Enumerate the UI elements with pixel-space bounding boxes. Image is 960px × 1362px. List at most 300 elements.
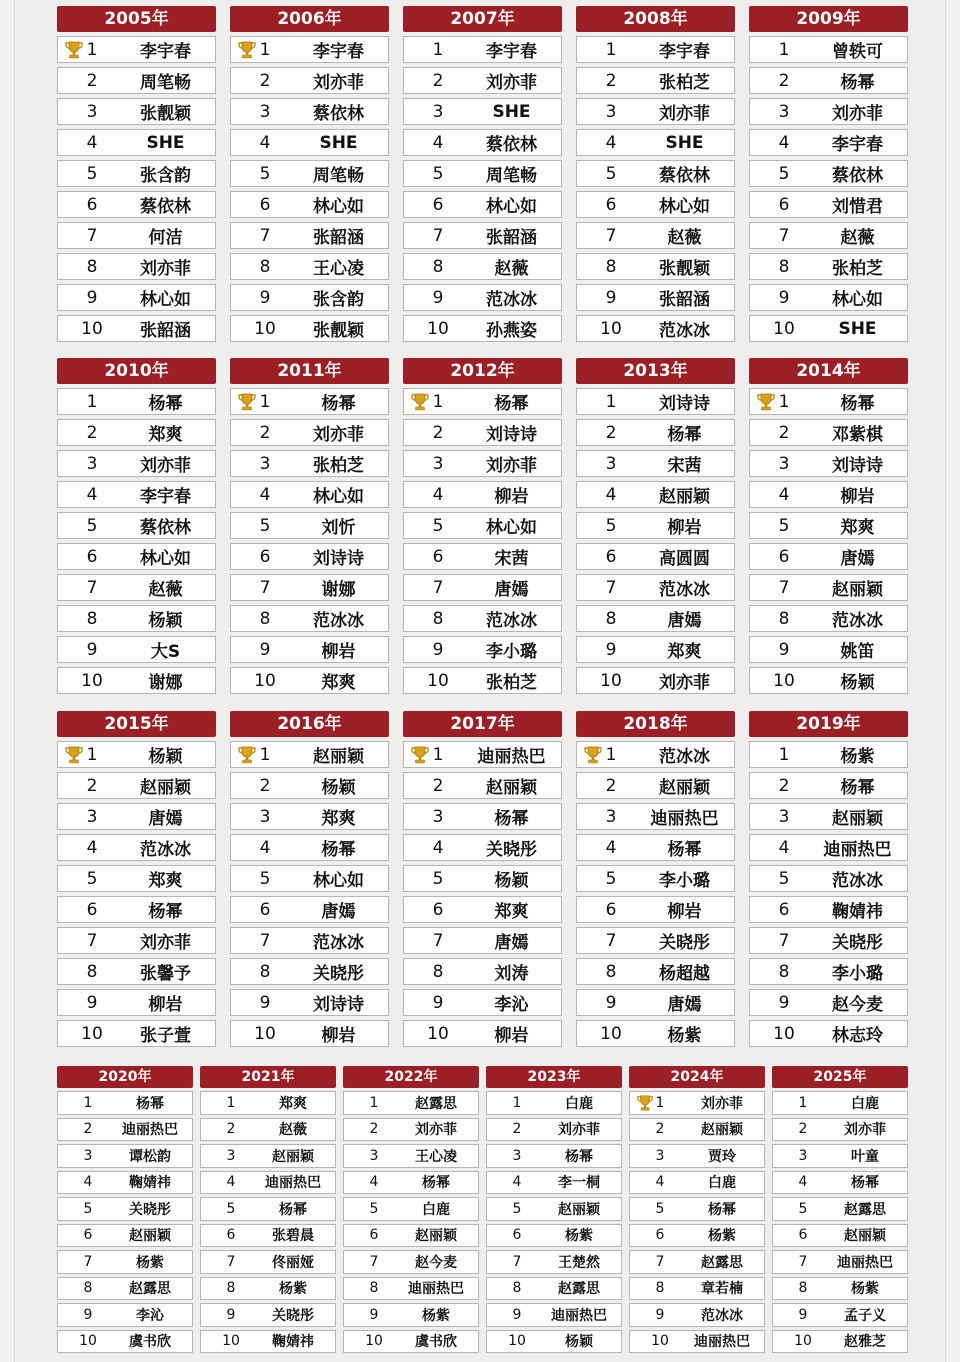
rank-name: 赵丽颖 [272, 1148, 314, 1165]
year-header: 2017年 [403, 711, 562, 737]
rank-row [576, 605, 735, 632]
rank-name: 范冰冰 [701, 1307, 743, 1324]
rank-row [230, 512, 389, 539]
rank-name: 刘惜君 [832, 197, 883, 217]
rank-row [230, 865, 389, 892]
rank-number: 8 [432, 961, 444, 982]
rank-row [749, 481, 908, 508]
rank-number: 4 [432, 837, 444, 858]
rank-number: 7 [605, 577, 617, 598]
rank-row [749, 388, 908, 415]
rank-name: 蔡依林 [486, 135, 537, 155]
rank-row [343, 1303, 479, 1327]
year-header: 2010年 [57, 358, 216, 384]
rank-number: 5 [86, 515, 98, 536]
rank-row [749, 129, 908, 156]
rank-number: 4 [369, 1174, 379, 1191]
rank-row [230, 253, 389, 280]
rank-row [629, 1144, 765, 1168]
rank-row [403, 481, 562, 508]
rank-row [403, 772, 562, 799]
year-header: 2014年 [749, 358, 908, 384]
rank-number: 10 [600, 1023, 622, 1044]
rank-row [57, 803, 216, 830]
rank-name: 章若楠 [701, 1281, 743, 1298]
rank-name: 何洁 [148, 228, 183, 248]
rank-row [57, 1171, 193, 1195]
rank-number: 9 [432, 992, 444, 1013]
rank-row [343, 1250, 479, 1274]
rank-number: 4 [778, 132, 790, 153]
rank-name: 曾轶可 [832, 42, 883, 62]
rank-number: 9 [432, 639, 444, 660]
rank-number: 5 [432, 868, 444, 889]
rank-row [486, 1144, 622, 1168]
rank-name: 杨幂 [494, 809, 529, 829]
rank-name: 范冰冰 [313, 933, 364, 953]
rank-row [749, 989, 908, 1016]
rank-row [749, 1020, 908, 1047]
rank-row [230, 481, 389, 508]
rank-name: 关晓彤 [313, 964, 364, 984]
rank-name: 白鹿 [851, 1095, 879, 1112]
rank-name: 唐嫣 [321, 902, 356, 922]
rank-name: 刘亦菲 [140, 933, 191, 953]
rank-number: 5 [259, 163, 271, 184]
rank-number: 10 [773, 318, 795, 339]
rank-name: 刘诗诗 [832, 456, 883, 476]
rank-name: 李宇春 [313, 42, 364, 62]
rank-number: 2 [86, 775, 98, 796]
rank-row [343, 1091, 479, 1115]
rank-row [486, 1330, 622, 1354]
rank-name: 杨幂 [565, 1148, 593, 1165]
rank-name: 杨幂 [494, 394, 529, 414]
rank-name: 李沁 [494, 995, 529, 1015]
rank-number: 3 [778, 101, 790, 122]
rank-row [576, 450, 735, 477]
year-header: 2020年 [57, 1066, 193, 1088]
rank-number: 1 [778, 39, 790, 60]
rank-name: 郑爽 [667, 642, 702, 662]
rank-row [343, 1277, 479, 1301]
rank-number: 2 [226, 1121, 236, 1138]
rank-number: 2 [86, 422, 98, 443]
rank-name: 赵露思 [701, 1254, 743, 1271]
rank-number: 6 [778, 899, 790, 920]
rank-number: 7 [778, 225, 790, 246]
rank-number: 4 [432, 484, 444, 505]
rank-row [57, 1020, 216, 1047]
rank-name: 赵丽颖 [659, 778, 710, 798]
rank-name: 刘亦菲 [486, 456, 537, 476]
rank-number: 10 [222, 1333, 240, 1350]
rank-name: 刘忻 [321, 518, 356, 538]
year-header: 2019年 [749, 711, 908, 737]
rank-name: 杨幂 [667, 840, 702, 860]
rank-row [57, 450, 216, 477]
rank-name: 赵丽颖 [659, 487, 710, 507]
year-header: 2013年 [576, 358, 735, 384]
rank-name: 杨颖 [565, 1334, 593, 1351]
rank-row [629, 1171, 765, 1195]
rank-row [749, 605, 908, 632]
rank-row [200, 1250, 336, 1274]
rank-row [629, 1250, 765, 1274]
rank-number: 6 [798, 1227, 808, 1244]
rank-name: 关晓彤 [129, 1201, 171, 1218]
year-block [343, 1066, 479, 1353]
rank-name: 赵丽颖 [558, 1201, 600, 1218]
rank-row [749, 636, 908, 663]
rank-name: 赵薇 [494, 259, 529, 279]
rank-row [403, 989, 562, 1016]
rank-row [57, 419, 216, 446]
rank-number: 6 [83, 1227, 93, 1244]
rank-row [629, 1197, 765, 1221]
rank-row [57, 1250, 193, 1274]
rank-name: 关晓彤 [832, 933, 883, 953]
year-header: 2006年 [230, 6, 389, 32]
rank-name: 郑爽 [148, 871, 183, 891]
rank-name: 郑爽 [321, 673, 356, 693]
rank-row [57, 36, 216, 63]
rank-name: 迪丽热巴 [837, 1254, 893, 1271]
rank-row [486, 1118, 622, 1142]
rank-number: 10 [254, 318, 276, 339]
rank-name: 郑爽 [279, 1095, 307, 1112]
rank-row [200, 1091, 336, 1115]
rank-row [403, 667, 562, 694]
rank-number: 6 [369, 1227, 379, 1244]
rank-name: 李沁 [136, 1307, 164, 1324]
rank-row [576, 834, 735, 861]
rank-number: 5 [259, 515, 271, 536]
rank-number: 1 [605, 39, 617, 60]
year-block [576, 358, 735, 694]
rank-number: 5 [655, 1200, 665, 1217]
rank-row [57, 67, 216, 94]
rank-number: 5 [605, 515, 617, 536]
rank-name: 谢娜 [321, 580, 356, 600]
rank-name: 赵丽颖 [129, 1228, 171, 1245]
trophy-icon [756, 392, 776, 416]
rank-number: 2 [86, 70, 98, 91]
rank-number: 8 [432, 608, 444, 629]
rank-row [230, 574, 389, 601]
rank-number: 3 [605, 101, 617, 122]
rank-name: 刘亦菲 [659, 104, 710, 124]
rank-number: 6 [86, 194, 98, 215]
rank-row [576, 253, 735, 280]
rank-number: 7 [226, 1253, 236, 1270]
rank-name: 唐嫣 [494, 580, 529, 600]
rank-row [57, 896, 216, 923]
rank-row [230, 450, 389, 477]
rank-name: 张韶涵 [313, 228, 364, 248]
rank-name: 唐嫣 [494, 933, 529, 953]
rank-name: 郑爽 [148, 425, 183, 445]
rank-row [57, 1118, 193, 1142]
rank-row [230, 419, 389, 446]
rank-number: 4 [259, 837, 271, 858]
rank-name: 白鹿 [708, 1175, 736, 1192]
rank-name: 王楚然 [558, 1254, 600, 1271]
rank-number: 6 [432, 546, 444, 567]
rank-number: 9 [655, 1306, 665, 1323]
rank-name: 杨颖 [148, 611, 183, 631]
rank-name: 蔡依林 [140, 518, 191, 538]
rank-name: 赵丽颖 [313, 747, 364, 767]
rank-name: 佟丽娅 [272, 1254, 314, 1271]
rank-row [230, 1020, 389, 1047]
rank-name: 刘亦菲 [140, 259, 191, 279]
rank-row [57, 512, 216, 539]
rank-row [403, 388, 562, 415]
rank-name: 赵今麦 [832, 995, 883, 1015]
rank-name: 刘诗诗 [313, 549, 364, 569]
year-header: 2023年 [486, 1066, 622, 1088]
rank-number: 4 [778, 837, 790, 858]
rank-number: 9 [86, 287, 98, 308]
rank-number: 4 [259, 132, 271, 153]
rank-row [403, 958, 562, 985]
rank-number: 3 [83, 1147, 93, 1164]
year-block [403, 358, 562, 694]
rank-number: 5 [83, 1200, 93, 1217]
rank-number: 7 [605, 225, 617, 246]
rank-row [403, 543, 562, 570]
rank-number: 10 [427, 1023, 449, 1044]
rank-number: 4 [798, 1174, 808, 1191]
year-header: 2021年 [200, 1066, 336, 1088]
rank-number: 6 [655, 1227, 665, 1244]
rank-row [200, 1171, 336, 1195]
rank-row [486, 1303, 622, 1327]
rank-name: 郑爽 [321, 809, 356, 829]
rank-number: 1 [83, 1094, 93, 1111]
rank-number: 7 [432, 225, 444, 246]
rank-name: 林心如 [140, 549, 191, 569]
rank-name: 李宇春 [140, 42, 191, 62]
rank-row [343, 1224, 479, 1248]
rank-number: 1 [512, 1094, 522, 1111]
rank-number: 8 [778, 961, 790, 982]
rank-number: 3 [369, 1147, 379, 1164]
rank-number: 9 [605, 287, 617, 308]
rank-number: 5 [778, 163, 790, 184]
rank-number: 9 [512, 1306, 522, 1323]
rank-number: 4 [512, 1174, 522, 1191]
rank-number: 6 [86, 546, 98, 567]
rank-number: 2 [655, 1121, 665, 1138]
rank-number: 1 [605, 391, 617, 412]
rank-name: 范冰冰 [140, 840, 191, 860]
rank-name: 林心如 [313, 197, 364, 217]
rank-number: 8 [432, 256, 444, 277]
rank-number: 7 [512, 1253, 522, 1270]
rank-name: 高圆圆 [659, 549, 710, 569]
rank-row [772, 1144, 908, 1168]
rank-row [576, 989, 735, 1016]
rank-row [576, 481, 735, 508]
rank-number: 10 [508, 1333, 526, 1350]
rank-number: 10 [81, 1023, 103, 1044]
rank-name: 唐嫣 [148, 809, 183, 829]
rank-number: 10 [427, 318, 449, 339]
rank-row [749, 927, 908, 954]
rank-number: 3 [432, 101, 444, 122]
rank-number: 1 [778, 744, 790, 765]
rank-row [57, 160, 216, 187]
rank-number: 1 [605, 744, 617, 765]
rank-row [576, 772, 735, 799]
rank-number: 7 [86, 225, 98, 246]
rank-name: 赵薇 [279, 1122, 307, 1139]
rank-name: 蔡依林 [313, 104, 364, 124]
rank-row [403, 512, 562, 539]
rank-number: 5 [605, 163, 617, 184]
rank-name: 杨紫 [851, 1281, 879, 1298]
rank-row [749, 834, 908, 861]
rank-name: 柳岩 [667, 518, 702, 538]
rank-number: 1 [86, 391, 98, 412]
rank-name: 张柏芝 [486, 673, 537, 693]
rank-name: 范冰冰 [832, 871, 883, 891]
rank-name: 刘亦菲 [659, 673, 710, 693]
rank-name: 柳岩 [494, 1026, 529, 1046]
rank-number: 7 [655, 1253, 665, 1270]
rank-row [57, 772, 216, 799]
rank-name: 杨幂 [279, 1201, 307, 1218]
rank-name: 杨幂 [667, 425, 702, 445]
rank-number: 5 [259, 868, 271, 889]
rank-name: 赵今麦 [415, 1254, 457, 1271]
rank-name: 杨紫 [422, 1307, 450, 1324]
rank-number: 5 [86, 163, 98, 184]
rank-number: 9 [259, 287, 271, 308]
rank-number: 8 [83, 1280, 93, 1297]
rank-name: 林心如 [313, 871, 364, 891]
rank-name: 迪丽热巴 [551, 1307, 607, 1324]
rank-name: 宋茜 [494, 549, 529, 569]
rank-number: 2 [798, 1121, 808, 1138]
rank-row [57, 834, 216, 861]
rank-number: 4 [605, 484, 617, 505]
rank-row [230, 741, 389, 768]
rank-name: 杨幂 [148, 902, 183, 922]
rank-row [230, 958, 389, 985]
rank-name: 杨幂 [136, 1095, 164, 1112]
rank-row [57, 191, 216, 218]
rank-name: 赵薇 [148, 580, 183, 600]
rank-number: 8 [605, 608, 617, 629]
rank-row [343, 1197, 479, 1221]
rank-row [749, 222, 908, 249]
rank-row [576, 388, 735, 415]
rank-row [403, 160, 562, 187]
rank-row [230, 989, 389, 1016]
rank-number: 4 [86, 837, 98, 858]
rank-row [576, 36, 735, 63]
rank-row [772, 1250, 908, 1274]
rank-name: 迪丽热巴 [122, 1122, 178, 1139]
year-block [629, 1066, 765, 1353]
rank-number: 6 [432, 899, 444, 920]
rank-row [403, 605, 562, 632]
rank-row [403, 865, 562, 892]
rank-number: 4 [259, 484, 271, 505]
rank-number: 3 [655, 1147, 665, 1164]
rank-row [772, 1197, 908, 1221]
rank-row [200, 1224, 336, 1248]
rank-row [486, 1171, 622, 1195]
year-block [57, 358, 216, 694]
rank-row [576, 958, 735, 985]
rank-row [230, 896, 389, 923]
rank-number: 2 [83, 1121, 93, 1138]
rank-name: 刘亦菲 [313, 425, 364, 445]
rank-number: 10 [79, 1333, 97, 1350]
rank-number: 6 [259, 546, 271, 567]
rank-row [576, 129, 735, 156]
rank-row [576, 543, 735, 570]
rank-number: 1 [432, 391, 444, 412]
rank-row [200, 1330, 336, 1354]
year-block [57, 711, 216, 1047]
rank-row [230, 667, 389, 694]
rank-name: SHE [146, 132, 185, 153]
rank-row [749, 36, 908, 63]
rank-name: 关晓彤 [486, 840, 537, 860]
rank-row [200, 1144, 336, 1168]
rank-name: 周笔畅 [313, 166, 364, 186]
rank-row [486, 1224, 622, 1248]
rank-row [57, 284, 216, 311]
rank-name: 杨幂 [840, 73, 875, 93]
year-header: 2005年 [57, 6, 216, 32]
rank-number: 2 [778, 70, 790, 91]
rank-number: 10 [773, 670, 795, 691]
rank-name: 迪丽热巴 [650, 809, 719, 829]
rank-number: 10 [600, 670, 622, 691]
rank-row [772, 1277, 908, 1301]
rank-name: 唐嫣 [840, 549, 875, 569]
year-block [749, 6, 908, 342]
rank-number: 6 [259, 899, 271, 920]
rank-row [230, 129, 389, 156]
rank-row [57, 222, 216, 249]
trophy-icon [636, 1094, 654, 1116]
rank-row [749, 865, 908, 892]
rank-row [57, 543, 216, 570]
rank-name: 杨幂 [708, 1201, 736, 1218]
rank-name: 林心如 [486, 197, 537, 217]
rank-row [749, 741, 908, 768]
year-block [57, 1066, 193, 1353]
rank-name: 张馨予 [140, 964, 191, 984]
rank-row [629, 1330, 765, 1354]
rank-number: 6 [259, 194, 271, 215]
rank-name: 唐嫣 [667, 995, 702, 1015]
rank-name: 林心如 [659, 197, 710, 217]
year-block [749, 358, 908, 694]
rank-name: 赵丽颖 [486, 778, 537, 798]
rank-row [772, 1303, 908, 1327]
rank-row [403, 1020, 562, 1047]
rank-number: 10 [254, 1023, 276, 1044]
rank-name: 郑爽 [840, 518, 875, 538]
